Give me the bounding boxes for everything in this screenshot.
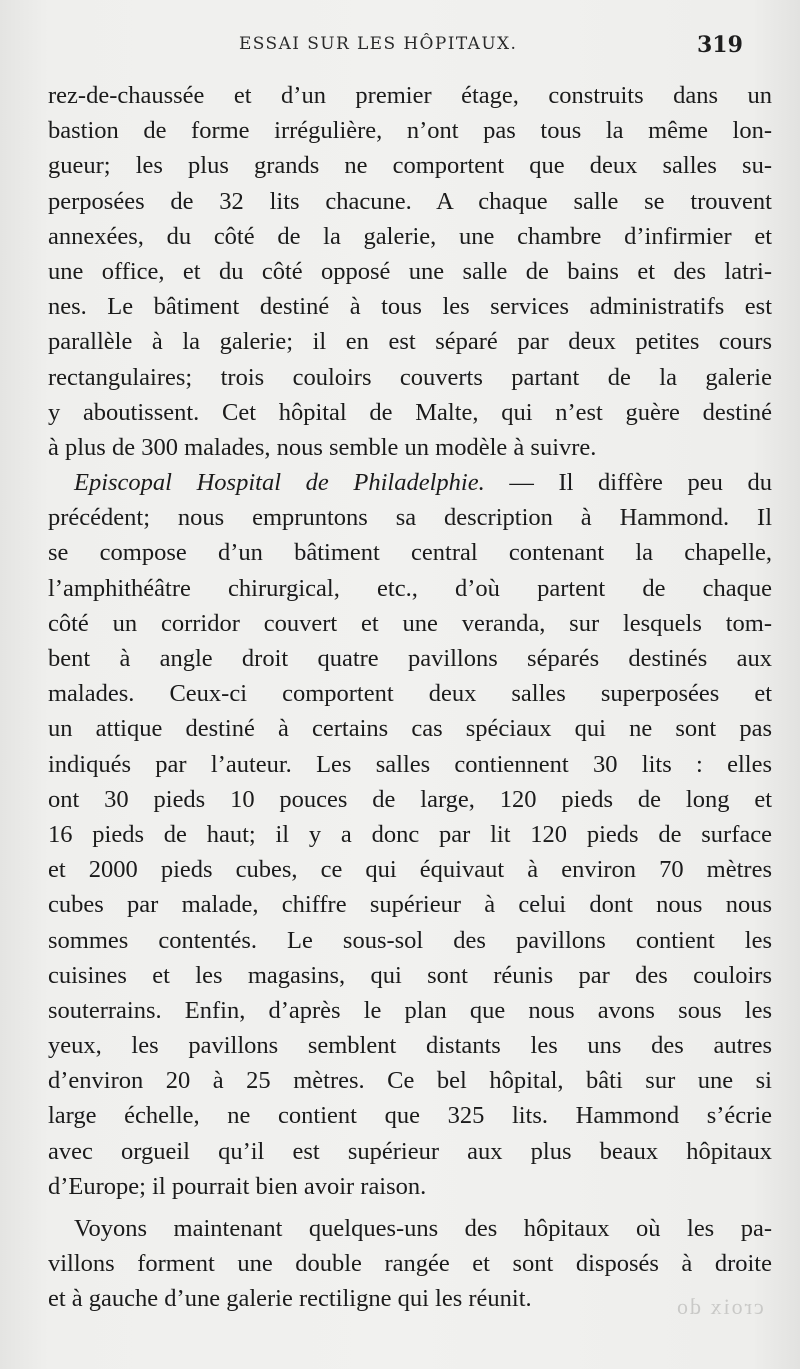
text-line: indiqués par l’auteur. Les salles contiennent 30 lits : elles [48,750,772,778]
text-line: avec orgueil qu’il est supérieur aux plus beaux hôpitaux [48,1137,772,1165]
text-line: Voyons maintenant quelques-uns des hôpitaux où les pa- [74,1215,772,1242]
body-text [48,78,772,1317]
running-title: ESSAI SUR LES HÔPITAUX. [239,34,518,54]
text-line: et 2000 pieds cubes, ce qui équivaut à environ 70 mètres [48,856,772,884]
text-line: à plus de 300 malades, nous semble un modèle à suivre. [48,433,597,461]
text-line: yeux, les pavillons semblent distants les uns des autres [48,1032,772,1060]
text-line: rez-de-chaussée et d’un premier étage, construits dans un [48,82,772,109]
text-line: gueur; les plus grands ne comportent que deux salles su- [48,152,772,180]
text-line: nes. Le bâtiment destiné à tous les services administratifs est [48,293,772,321]
text-line: cubes par malade, chiffre supérieur à celui dont nous nous [48,891,772,919]
text-line: souterrains. Enfin, d’après le plan que nous avons sous les [48,996,772,1024]
text-line: parallèle à la galerie; il en est séparé par deux petites cours [48,328,772,356]
text-line: d’environ 20 à 25 mètres. Ce bel hôpital, bâti sur une si [48,1067,772,1095]
page-number: 319 [697,32,743,58]
text-line: bastion de forme irrégulière, n’ont pas tous la même lon- [48,117,772,145]
text-line: se compose d’un bâtiment central contenant la chapelle, [48,539,772,567]
paragraph-lead-line [48,465,772,500]
lead-line-rest: — Il diffère peu du [484,469,772,497]
text-line: annexées, du côté de la galerie, une chambre d’infirmier et [48,222,772,250]
text-line: large échelle, ne contient que 325 lits. Hammond s’écrie [48,1102,772,1130]
text-line: une office, et du côté opposé une salle de bains et des latri- [48,257,772,285]
text-line: villons forment une double rangée et sont disposés à droite [48,1250,772,1278]
text-line: cuisines et les magasins, qui sont réunis par des couloirs [48,961,772,989]
text-line: perposées de 32 lits chacune. A chaque salle se trouvent [48,187,772,215]
text-line: ont 30 pieds 10 pouces de large, 120 pieds de long et [48,785,772,813]
text-line: malades. Ceux-ci comportent deux salles superposées et [48,680,772,708]
text-line: l’amphithéâtre chirurgical, etc., d’où partent de chaque [48,574,772,602]
text-line: rectangulaires; trois couloirs couverts partant de la galerie [48,363,772,391]
text-line: côté un corridor couvert et une veranda, sur lesquels tom- [48,609,772,637]
show-through-text: croix do [675,1294,764,1319]
text-line: sommes contentés. Le sous-sol des pavillons contient les [48,926,772,954]
text-line: et à gauche d’une galerie rectiligne qui les réunit. [48,1285,532,1313]
text-line: bent à angle droit quatre pavillons séparés destinés aux [48,645,772,672]
text-line: y aboutissent. Cet hôpital de Malte, qui n’est guère destiné [48,398,772,426]
text-line: 16 pieds de haut; il y a donc par lit 120 pieds de surface [48,820,772,848]
hospital-name: Episcopal Hospital de Philadelphie. [74,469,485,497]
text-line: précédent; nous empruntons sa description à Hammond. Il [48,504,772,532]
text-line: d’Europe; il pourrait bien avoir raison. [48,1172,427,1200]
text-line: un attique destiné à certains cas spéciaux qui ne sont pas [48,715,772,743]
page-header [0,34,800,64]
